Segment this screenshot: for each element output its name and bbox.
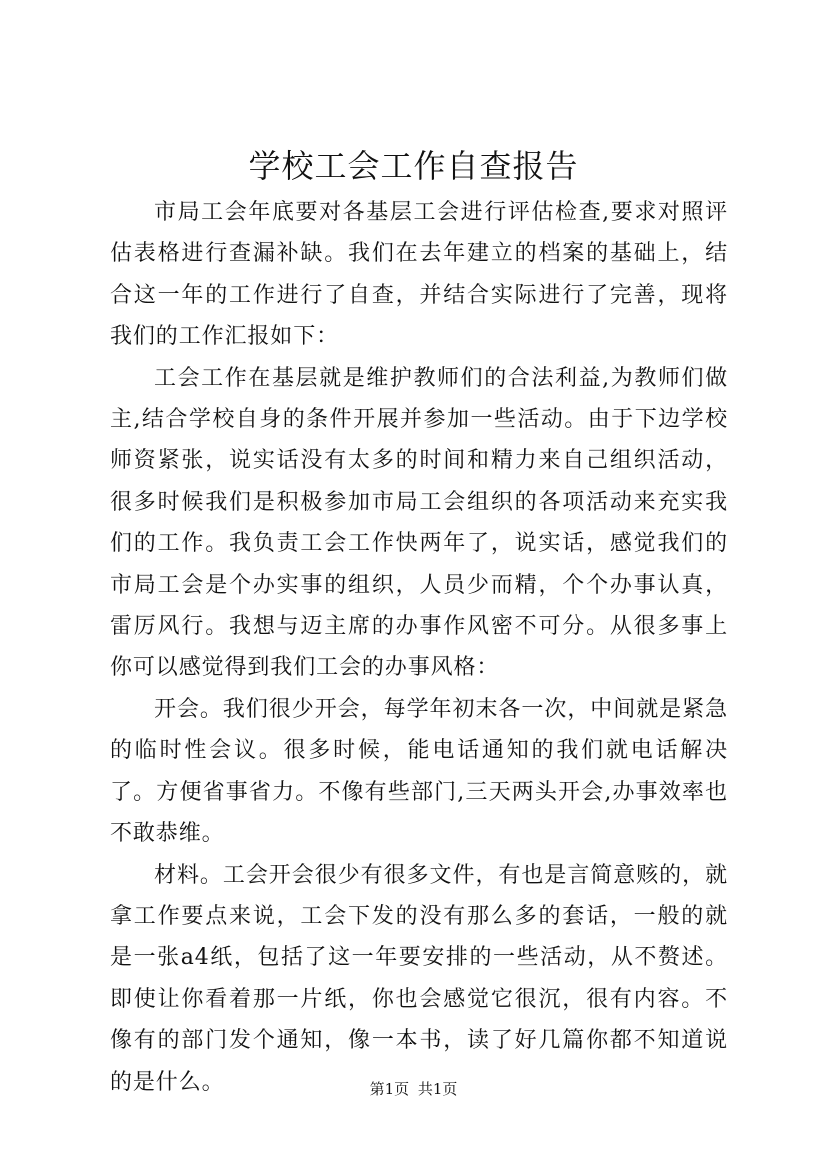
paragraph-1: 市局工会年底要对各基层工会进行评估检查,要求对照评估表格进行查漏补缺。我们在去年建立的档案的基础上，结合这一年的工作进行了自查，并结合实际进行了完善，现将我们的工作汇报如下： bbox=[110, 200, 728, 350]
page-number: 第1页 bbox=[369, 1080, 410, 1098]
page-footer bbox=[0, 1079, 827, 1099]
page-total: 共1页 bbox=[417, 1080, 458, 1098]
paragraph-4: 材料。工会开会很少有很多文件，有也是言简意赅的，就拿工作要点来说，工会下发的没有那么多的套话，一般的就是一张a4纸，包括了这一年要安排的一些活动，从不赘述。即使让你看着那一片纸，你也会感觉它很沉，很有内容。不像有的部门发个通知，像一本书，读了好几篇你都不知道说的是什么。 bbox=[110, 862, 728, 1095]
document-title: 学校工会工作自查报告 bbox=[248, 147, 579, 185]
paragraph-2: 工会工作在基层就是维护教师们的合法利益,为教师们做主,结合学校自身的条件开展并参加一些活动。由于下边学校师资紧张，说实话没有太多的时间和精力来自己组织活动，很多时候我们是积极参加市局工会组织的各项活动来充实我们的工作。我负责工会工作快两年了，说实话，感觉我们的市局工会是个办实事的组织，人员少而精，个个办事认真，雷厉风行。我想与迈主席的办事作风密不可分。从很多事上你可以感觉得到我们工会的办事风格： bbox=[110, 365, 728, 681]
paragraph-3: 开会。我们很少开会，每学年初末各一次，中间就是紧急的临时性会议。很多时候，能电话通知的我们就电话解决了。方便省事省力。不像有些部门,三天两头开会,办事效率也不敢恭维。 bbox=[110, 696, 728, 847]
document-body bbox=[110, 192, 728, 1103]
